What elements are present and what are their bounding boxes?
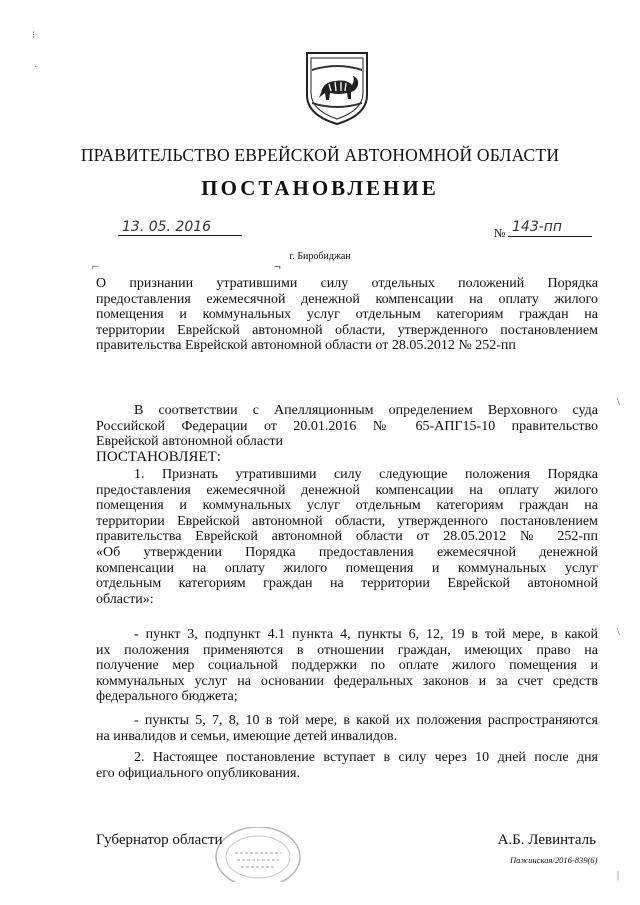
scan-mark: \ [617, 627, 620, 638]
item-1-line: компенсации на оплату жилого помещения и коммунальных услуг [96, 560, 598, 576]
bullet-1-line: - пункт 3, подпункт 4.1 пункта 4, пункты 6, 12, 19 в той мере, в какой [134, 627, 598, 642]
item-2-line: его официального опубликования. [96, 765, 300, 781]
item-1-line: «Об утверждении Порядка предоставления ежемесячной денежной [96, 544, 598, 560]
title-line: правительства Еврейской автономной области от 28.05.2012 № 252-пп [96, 338, 516, 354]
title-line: территории Еврейской автономной области, утвержденного постановлением [96, 322, 598, 338]
title-line: помещения и коммунальных услуг отдельным категориям граждан на [96, 307, 598, 323]
title-line: предоставления ежемесячной денежной компенсации на оплату жилого [96, 291, 598, 307]
bullet-2 [96, 713, 598, 744]
preamble-line: В соответствии с Апелляционным определением Верховного суда [134, 403, 598, 418]
date-underline [118, 235, 242, 236]
official-stamp [213, 827, 303, 882]
item-1-line: территории Еврейской автономной области, утвержденного постановлением [96, 513, 598, 529]
government-heading: ПРАВИТЕЛЬСТВО ЕВРЕЙСКОЙ АВТОНОМНОЙ ОБЛАСТИ [80, 145, 560, 165]
bullet-2-line: - пункты 5, 7, 8, 10 в той мере, в какой их положения распространяются [134, 713, 598, 728]
title-corner-left: ⌐ [92, 259, 99, 273]
item-1-line: правительства Еврейской автономной области от 28.05.2012 № 252-пп [96, 529, 598, 545]
document-reference: Пажинская/2016-839(6) [510, 855, 598, 865]
bullet-1-line: федерального бюджета; [96, 689, 238, 705]
title-corner-right: ¬ [274, 259, 281, 273]
item-1-line: предоставления ежемесячной денежной компенсации на оплату жилого [96, 482, 598, 498]
scan-mark: | [617, 870, 620, 881]
item-1-line: 1. Признать утратившими силу следующие положения Порядка [134, 467, 598, 482]
number-underline [508, 236, 592, 237]
city-label: г. Биробиджан [289, 251, 351, 262]
document-number: 143-пп [512, 219, 563, 235]
document-type-heading: ПОСТАНОВЛЕНИЕ [201, 176, 439, 200]
signer-name: А.Б. Левинталь [497, 832, 596, 848]
number-prefix: № [494, 226, 506, 240]
item-1-line: отдельным категориям граждан на территории Еврейской автономной [96, 576, 598, 592]
scan-mark: \ [617, 397, 620, 408]
preamble-line: Еврейской автономной области [96, 434, 283, 450]
bullet-2-line: на инвалидов и семьи, имеющие детей инвалидов. [96, 728, 398, 744]
resolution-title [96, 276, 598, 354]
preamble-line: Российской Федерации от 20.01.2016 № 65-АПГ15-10 правительство [96, 418, 598, 434]
item-1-line: помещения и коммунальных услуг отдельным категориям граждан на [96, 498, 598, 514]
bullet-1-line: их положения применяются в отношении граждан, имеющих право на [96, 642, 598, 658]
item-2 [96, 750, 598, 781]
resolves-label: ПОСТАНОВЛЯЕТ: [96, 448, 221, 465]
scan-mark: · [34, 62, 38, 73]
bullet-1-line: коммунальных услуг на основании федеральных законов и за счет средств [96, 673, 598, 689]
signer-position: Губернатор области [96, 832, 223, 848]
coat-of-arms-emblem [303, 49, 371, 127]
bullet-1-line: получение мер социальной поддержки по оплате жилого помещения и [96, 658, 598, 674]
item-1 [96, 467, 598, 607]
item-2-line: 2. Настоящее постановление вступает в силу через 10 дней после дня [134, 750, 598, 765]
title-line: О признании утратившими силу отдельных положений Порядка [96, 276, 598, 291]
scan-mark: ⁝ [32, 30, 36, 41]
bullet-1 [96, 627, 598, 705]
item-1-line: области»: [96, 591, 154, 607]
preamble [96, 403, 598, 465]
document-date: 13. 05. 2016 [122, 219, 212, 235]
